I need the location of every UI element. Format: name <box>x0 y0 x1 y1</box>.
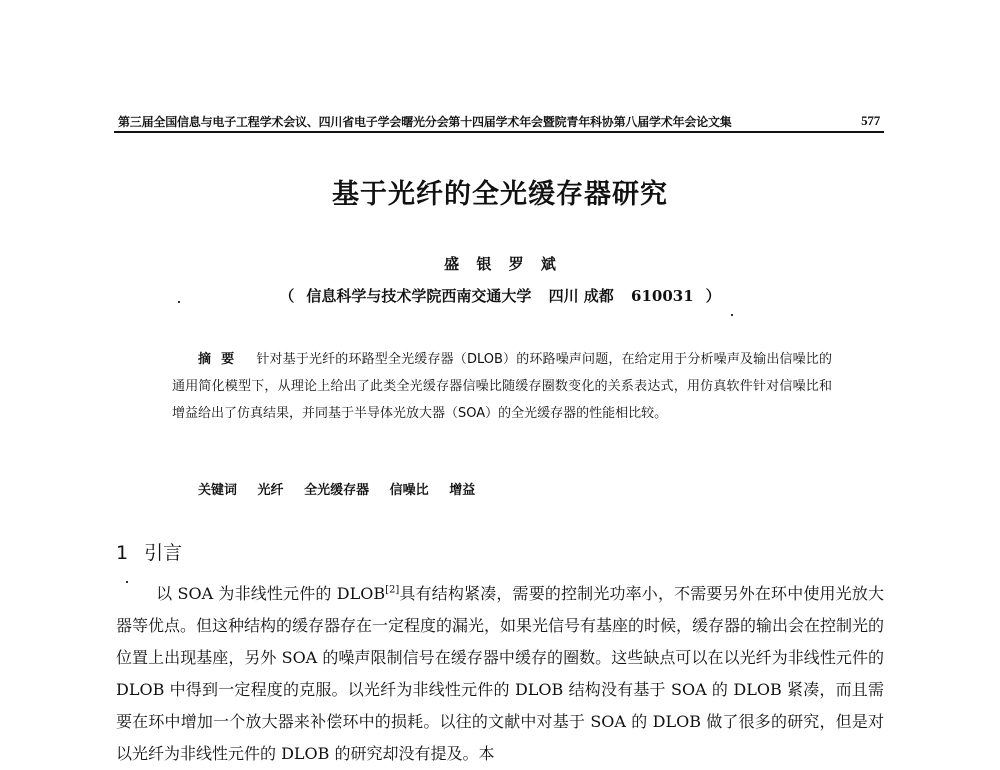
abstract <box>172 346 832 427</box>
keyword-item: 全光缓存器 <box>304 483 370 498</box>
keyword-item: 增益 <box>449 483 476 498</box>
scan-speck <box>731 314 733 316</box>
section-number: 1 <box>116 542 129 564</box>
abstract-label: 摘要 <box>198 352 245 367</box>
keyword-item: 信噪比 <box>389 483 429 498</box>
affiliation-institute: 信息科学与技术学院西南交通大学 <box>306 287 532 305</box>
body-paragraph <box>116 578 884 770</box>
scan-speck <box>178 301 180 303</box>
keywords-label: 关键词 <box>198 483 238 498</box>
affiliation-postcode: 610031 <box>631 287 694 305</box>
body-text-part: 具有结构紧凑，需要的控制光功率小，不需要另外在环中使用光放大器等优点。但这种结构的缓存器存在一定程度的漏光，如果光信号有基座的时候，缓存器的输出会在控制光的位置上出现基座，另外 SOA 的噪声限制信号在缓存器中缓存的圈数。这些缺点可以在以光纤为非线性元件的 DLOB 中得到一定程度的克服。以光纤为非线性元件的 DLOB 结构没有基于 SOA 的 DLOB 紧凑，而且需要在环中增加一个放大器来补偿环中的损耗。以往的文献中对基于 SOA 的 DLOB 做了很多的研究，但是对以光纤为非线性元件的 DLOB 的研究却没有提及。本 <box>116 584 885 763</box>
running-head <box>118 113 880 130</box>
header-rule <box>114 131 884 133</box>
running-head-text: 第三届全国信息与电子工程学术会议、四川省电子学会曙光分会第十四届学术年会暨院青年科协第八届学术年会论文集 <box>118 115 732 129</box>
section-heading <box>116 538 182 565</box>
affiliation <box>0 285 1000 306</box>
keyword-item: 光纤 <box>257 483 284 498</box>
section-title: 引言 <box>144 542 183 564</box>
body-text-part: 以 SOA 为非线性元件的 DLOB <box>156 584 386 603</box>
authors: 盛 银 罗 斌 <box>444 255 556 273</box>
affiliation-close-paren: ） <box>705 287 721 305</box>
abstract-text: 针对基于光纤的环路型全光缓存器（DLOB）的环路噪声问题，在给定用于分析噪声及输出信噪比的通用简化模型下，从理论上给出了此类全光缓存器信噪比随缓存圈数变化的关系表达式，用仿真软件针对信噪比和增益给出了仿真结果，并同基于半导体光放大器（SOA）的全光缓存器的性能相比较。 <box>172 352 832 421</box>
affiliation-city: 四川 成都 <box>548 287 614 305</box>
citation-ref: [2] <box>385 584 400 596</box>
page-number: 577 <box>861 113 880 128</box>
affiliation-open-paren: （ <box>279 287 295 305</box>
paper-title: 基于光纤的全光缓存器研究 <box>332 179 668 210</box>
keywords <box>198 479 491 498</box>
